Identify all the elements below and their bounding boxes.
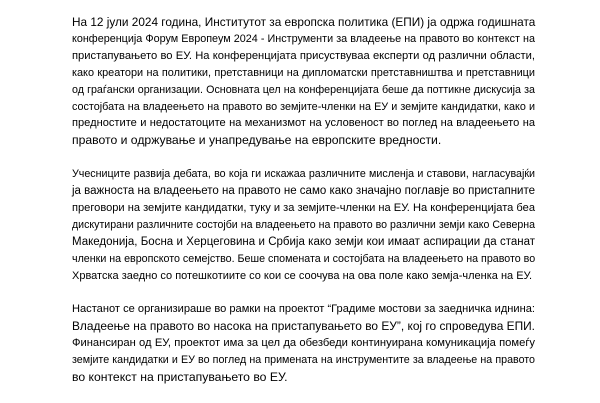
text-line: членки на европското семејство. Беше спомената и состојбата на владеењето на правото во <box>72 252 536 265</box>
text-line: состојбата на владеењето на правото во земјите-членки на ЕУ и земјите кандидатки, како и <box>72 100 535 113</box>
text-line: На 12 јули 2024 година, Институтот за европска политика (ЕПИ) ја одржа годишната <box>72 15 536 29</box>
text-line: дискутирани различните состојби на владеењето на правото во различни земји како Северна <box>72 218 535 231</box>
text-line: од граѓански организации. Основната цел на конференцијата беше да поттикне дискусија за <box>72 83 535 96</box>
text-line: Македонија, Босна и Херцеговина и Србија како земји кои имаат аспирации да станат <box>72 235 535 248</box>
text-line: ја важноста на владеењето на правото не само како значајно поглавје во пристапните <box>72 185 535 198</box>
text-line: правото и одржување и унапредување на европските вредности. <box>72 133 442 148</box>
text-line: Хрватска заедно со потешкотиите со кои се соочува на ова поле како земја-членка на ЕУ. <box>72 269 533 282</box>
text-line: преговори на земјите кандидатки, туку и за земјите-членки на ЕУ. На конференцијата беа <box>72 201 535 214</box>
text-line: во контекст на пристапувањето во ЕУ. <box>72 370 288 384</box>
paragraph-3 <box>72 301 535 386</box>
text-line: Владеење на правото во насока на пристапувањето во ЕУ”, кој го спроведува ЕПИ. <box>72 319 535 334</box>
text-line: Финансиран од ЕУ, проектот има за цел да обезбеди континуирана комуникација помеѓу <box>72 337 535 350</box>
text-line: предностите и недостатоците на механизмот на условеност во поглед на владеењето на <box>72 117 535 130</box>
text-line: Учесниците развија дебата, во која ги искажаа различните мисленја и ставови, нагласувајќи <box>72 168 535 181</box>
text-line: како креатори на политики, претставници на дипломатски претставништва и претставници <box>72 66 535 79</box>
document-body <box>72 14 535 403</box>
text-line: земјите кандидатки и ЕУ во поглед на примената на инструментите за владеење на правото <box>72 354 535 367</box>
text-line: конференција Форум Европеум 2024 - Инструменти за владеење на правото во контекст на <box>72 32 535 45</box>
paragraph-2 <box>72 166 535 284</box>
text-line: Настанот се организираше во рамки на проектот “Градиме мостови за заедничка иднина: <box>72 303 535 316</box>
text-line: пристапувањето во ЕУ. На конференцијата присуствуваа експерти од различни области, <box>72 49 535 62</box>
paragraph-1 <box>72 14 535 149</box>
